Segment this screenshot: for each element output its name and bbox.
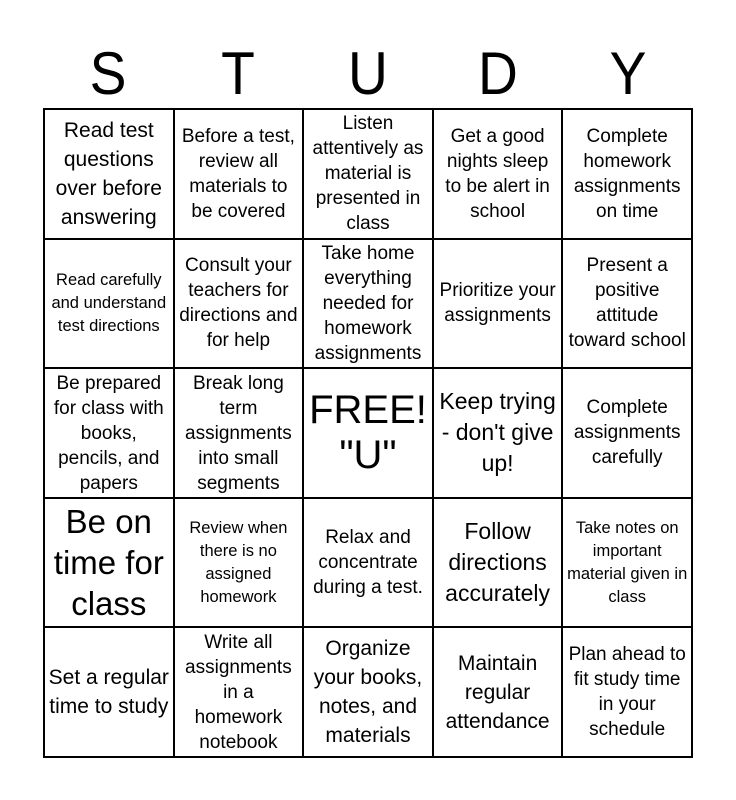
header-letter-s: S — [89, 40, 127, 107]
bingo-cell-text: Review when there is no assigned homework — [189, 518, 288, 606]
bingo-cell-text: Set a regular time to study — [48, 666, 169, 719]
bingo-cell[interactable] — [562, 239, 692, 369]
bingo-cell[interactable] — [303, 627, 433, 757]
bingo-cell-text: Before a test, review all materials to be covered — [181, 125, 295, 222]
bingo-cell-text: Write all assignments in a homework notebook — [185, 631, 292, 753]
bingo-cell[interactable] — [44, 239, 174, 369]
bingo-cell-text: Keep trying - don't give up! — [439, 388, 556, 477]
bingo-cell[interactable] — [174, 368, 304, 498]
bingo-cell[interactable] — [562, 368, 692, 498]
bingo-cell-text: Be prepared for class with books, pencils, and papers — [53, 372, 164, 494]
bingo-cell-text: Plan ahead to fit study time in your schedule — [568, 644, 686, 741]
bingo-cell-text: FREE! "U" — [309, 387, 427, 477]
bingo-cell-text: Complete homework assignments on time — [573, 125, 681, 222]
free-space-cell[interactable] — [303, 368, 433, 498]
bingo-cell-text: Listen attentively as material is presented in class — [312, 113, 424, 235]
bingo-cell[interactable] — [433, 239, 563, 369]
bingo-cell[interactable] — [433, 627, 563, 757]
bingo-cell[interactable] — [44, 498, 174, 628]
bingo-cell[interactable] — [303, 239, 433, 369]
bingo-header — [43, 40, 693, 108]
bingo-cell-text: Prioritize your assignments — [439, 280, 556, 327]
header-letter-t: T — [221, 40, 255, 107]
bingo-cell-text: Take notes on important material given in class — [567, 518, 688, 606]
bingo-cell-text: Read carefully and understand test directions — [51, 270, 167, 335]
bingo-cell-text: Relax and concentrate during a test. — [313, 527, 423, 599]
bingo-cell-text: Read test questions over before answering — [55, 118, 162, 229]
bingo-cell-text: Take home everything needed for homework assignments — [314, 242, 422, 364]
bingo-cell-text: Get a good nights sleep to be alert in school — [445, 125, 550, 222]
bingo-cell[interactable] — [174, 498, 304, 628]
bingo-cell[interactable] — [562, 498, 692, 628]
bingo-cell[interactable] — [303, 498, 433, 628]
bingo-cell-text: Organize your books, notes, and materials — [313, 637, 423, 748]
bingo-cell[interactable] — [433, 109, 563, 239]
bingo-cell-text: Present a positive attitude toward school — [568, 255, 686, 352]
bingo-cell-text: Follow directions accurately — [445, 518, 550, 607]
bingo-cell[interactable] — [44, 368, 174, 498]
bingo-cell-text: Be on time for class — [53, 503, 164, 623]
bingo-cell[interactable] — [174, 109, 304, 239]
bingo-cell-text: Break long term assignments into small segments — [185, 372, 292, 494]
bingo-cell[interactable] — [174, 627, 304, 757]
header-letter-y: Y — [609, 40, 647, 107]
bingo-cell[interactable] — [174, 239, 304, 369]
bingo-cell[interactable] — [433, 498, 563, 628]
bingo-cell[interactable] — [44, 627, 174, 757]
bingo-cell-text: Consult your teachers for directions and for help — [179, 255, 298, 352]
bingo-grid — [43, 108, 693, 758]
bingo-cell[interactable] — [562, 627, 692, 757]
header-letter-u: U — [348, 40, 388, 107]
bingo-cell[interactable] — [303, 109, 433, 239]
bingo-cell[interactable] — [44, 109, 174, 239]
bingo-cell[interactable] — [562, 109, 692, 239]
bingo-cell-text: Maintain regular attendance — [445, 651, 550, 733]
bingo-cell[interactable] — [433, 368, 563, 498]
header-letter-d: D — [478, 40, 518, 107]
bingo-cell-text: Complete assignments carefully — [573, 397, 681, 469]
